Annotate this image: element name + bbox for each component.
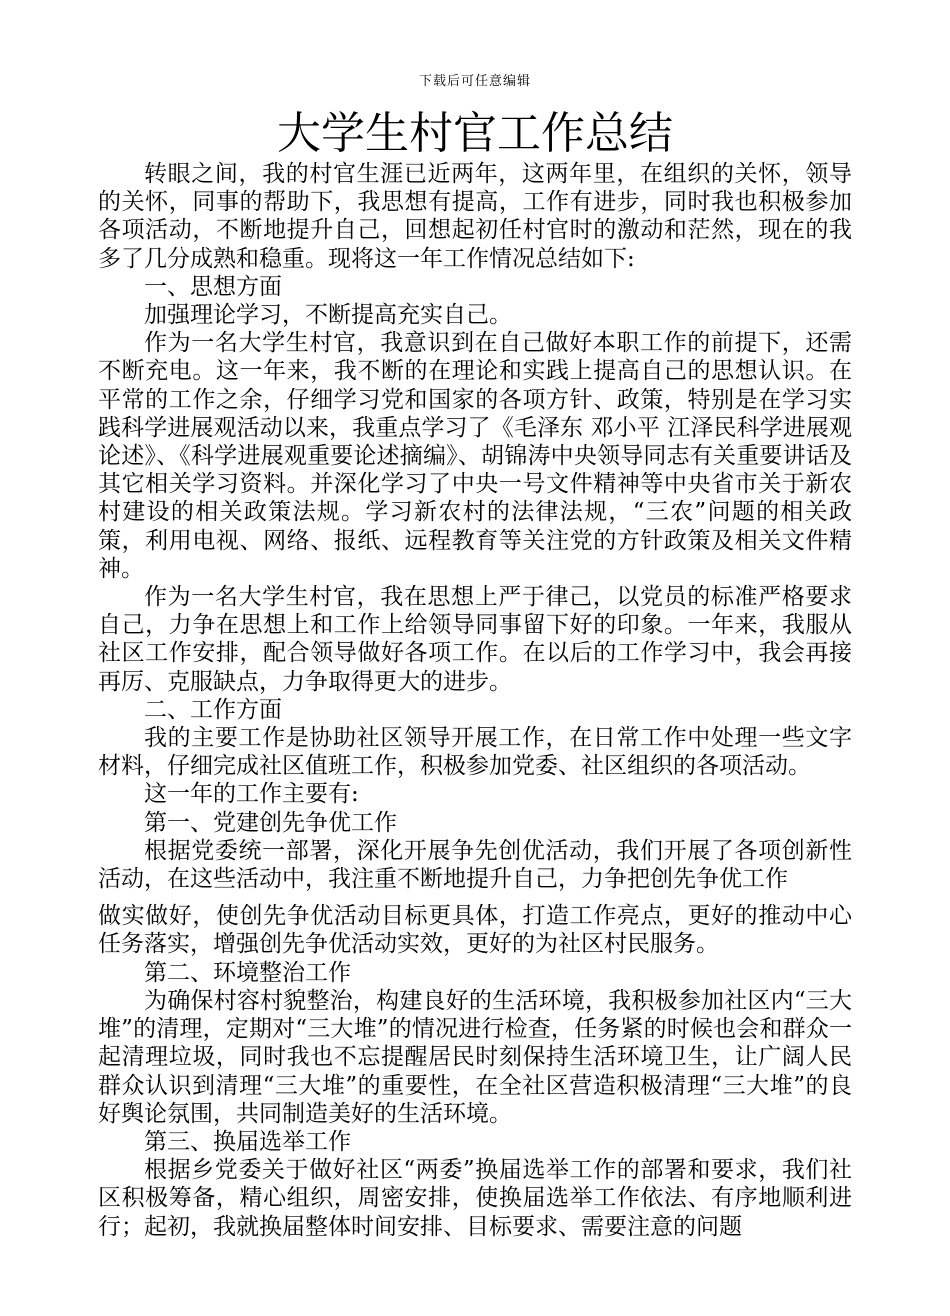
paragraph-study: 作为一名大学生村官，我意识到在自己做好本职工作的前提下，还需不断充电。这一年来，我不断的在理论和实践上提高自己的思想认识。在平常的工作之余，仔细学习党和国家的各项方针、政策，特别是在学习实践科学进展观活动以来，我重点学习了《毛泽东 邓小平 江泽民科学进展观论述》、《科学进展观重要论述摘编》、胡锦涛中央领导同志有关重要讲话及其它相关学习资料。并深化学习了中央一号文件精神等中央省市关于新农村建设的相关政策法规。学习新农村的法律法规，“三农”问题的相关政策，利用电视、网络、报纸、远程教育等关注党的方针政策及相关文件精神。 <box>98 330 852 582</box>
heading-party: 第一、党建创先争优工作 <box>144 809 397 836</box>
paragraph-election: 根据乡党委关于做好社区“两委”换届选举工作的部署和要求，我们社区积极筹备，精心组织，周密安排，使换届选举工作依法、有序地顺利进行；起初，我就换届整体时间安排、目标要求、需要注意的问题 <box>98 1157 852 1240</box>
heading-environment: 第二、环境整治工作 <box>144 959 351 986</box>
document-title: 大学生村官工作总结 <box>277 108 673 159</box>
paragraph-lead: 这一年的工作主要有: <box>144 781 359 808</box>
heading-election: 第三、换届选举工作 <box>144 1128 351 1155</box>
header-note: 下载后可任意编辑 <box>418 74 531 89</box>
paragraph-subhead: 加强理论学习，不断提高充实自己。 <box>144 302 512 329</box>
paragraph-discipline: 作为一名大学生村官，我在思想上严于律己，以党员的标准严格要求自己，力争在思想上和工作上给领导同事留下好的印象。一年来，我服从社区工作安排，配合领导做好各项工作。在以后的工作学习中，我会再接再厉、克服缺点，力争取得更大的进步。 <box>98 584 852 695</box>
paragraph-environment: 为确保村容村貌整治，构建良好的生活环境，我积极参加社区内“三大堆”的清理，定期对“三大堆”的情况进行检查，任务紧的时候也会和群众一起清理垃圾，同时我也不忘提醒居民时刻保持生活环境卫生，让广阔人民群众认识到清理“三大堆”的重要性，在全社区营造积极清理“三大堆”的良好舆论氛围，共同制造美好的生活环境。 <box>98 987 852 1127</box>
paragraph-intro: 转眼之间，我的村官生涯已近两年，这两年里，在组织的关怀，领导的关怀，同事的帮助下，我思想有提高，工作有进步，同时我也积极参加各项活动，不断地提升自己，回想起初任村官时的激动和茫然，现在的我多了几分成熟和稳重。现将这一年工作情况总结如下: <box>98 161 852 272</box>
heading-work: 二、工作方面 <box>144 696 282 723</box>
heading-thought: 一、思想方面 <box>144 273 282 300</box>
paragraph-duties: 我的主要工作是协助社区领导开展工作，在日常工作中处理一些文字材料，仔细完成社区值班工作，积极参加党委、社区组织的各项活动。 <box>98 725 852 780</box>
document-body <box>98 160 852 1241</box>
paragraph-party-1: 根据党委统一部署，深化开展争先创优活动，我们开展了各项创新性活动，在这些活动中，我注重不断地提升自己，力争把创先争优工作 <box>98 837 852 893</box>
paragraph-party-2: 做实做好，使创先争优活动目标更具体，打造工作亮点，更好的推动中心任务落实，增强创先争优活动实效，更好的为社区村民服务。 <box>98 903 852 958</box>
